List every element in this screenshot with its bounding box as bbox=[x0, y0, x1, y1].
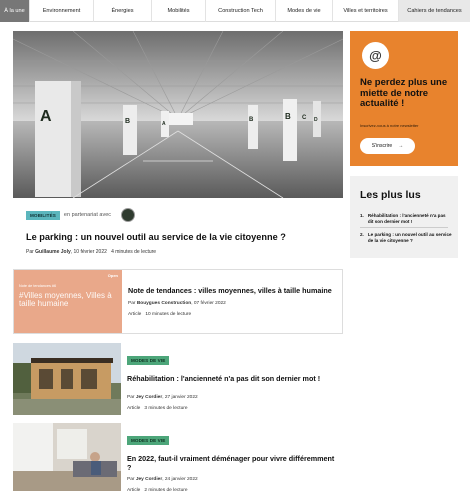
most-read-text[interactable]: Réhabilitation : l'ancienneté n'a pas dit son dernier mot ! bbox=[367, 213, 446, 224]
most-read-text[interactable]: Le parking : un nouvel outil au service de la vie citoyenne ? bbox=[367, 232, 452, 243]
nav-item-environnement[interactable]: Environnement bbox=[30, 0, 94, 22]
publish-date: , 27 janvier 2022 bbox=[162, 395, 198, 400]
article-thumbnail[interactable] bbox=[13, 423, 121, 491]
article-title[interactable]: Note de tendances : villes moyennes, villes à taille humaine bbox=[128, 286, 332, 295]
svg-text:A: A bbox=[40, 108, 52, 125]
most-read-item[interactable] bbox=[360, 213, 452, 225]
article-type: Article bbox=[128, 312, 142, 317]
partner-text: en partenariat avec bbox=[63, 212, 112, 218]
svg-text:B: B bbox=[125, 118, 131, 125]
byline-prefix: Par bbox=[127, 477, 135, 482]
author-name[interactable]: Jey Cordier bbox=[135, 395, 163, 400]
read-time: 4 minutes de lecture bbox=[111, 249, 157, 255]
svg-text:D: D bbox=[314, 117, 318, 123]
svg-text:C: C bbox=[302, 115, 307, 121]
article-type: Article bbox=[127, 406, 141, 411]
svg-text:A: A bbox=[162, 121, 166, 127]
nav-item-modes-de-vie[interactable]: Modes de vie bbox=[276, 0, 333, 22]
brand-logo: Open bbox=[107, 273, 118, 278]
living-room-photo bbox=[13, 423, 121, 491]
thumb-big-text: #Villes moyennes, Villes à taille humaine bbox=[19, 291, 112, 309]
article-title[interactable]: Réhabilitation : l'ancienneté n'a pas dit son dernier mot ! bbox=[127, 374, 321, 383]
article-body bbox=[127, 429, 337, 491]
article-card[interactable] bbox=[13, 269, 343, 334]
category-badge[interactable]: MODES DE VIE bbox=[127, 436, 169, 445]
article-card[interactable] bbox=[13, 423, 343, 491]
parking-photo bbox=[13, 31, 343, 198]
byline-prefix: Par bbox=[128, 301, 136, 306]
article-thumbnail[interactable] bbox=[13, 343, 121, 415]
article-type-line bbox=[127, 406, 337, 411]
hero-title[interactable]: Le parking : un nouvel outil au service de la vie citoyenne ? bbox=[26, 232, 286, 242]
publish-date: , 10 février 2022 bbox=[70, 249, 107, 255]
article-body bbox=[127, 349, 337, 411]
hero-meta bbox=[26, 208, 135, 222]
partner-logo-icon[interactable] bbox=[121, 208, 135, 222]
byline-prefix: Par bbox=[26, 249, 34, 255]
wooden-house-photo bbox=[13, 343, 121, 415]
read-time: 2 minutes de lecture bbox=[144, 488, 188, 491]
article-title[interactable]: En 2022, faut-il vraiment déménager pour vivre différemment ? bbox=[127, 454, 335, 472]
author-name[interactable]: Guillaume Joly bbox=[35, 249, 71, 255]
svg-text:B: B bbox=[285, 112, 291, 121]
article-body bbox=[128, 286, 338, 317]
nav-item-cahiers-de-tendances[interactable]: Cahiers de tendances bbox=[399, 0, 470, 22]
most-read-item[interactable] bbox=[360, 232, 452, 244]
promo-title: Ne perdez plus une miette de notre actualité ! bbox=[360, 77, 448, 110]
article-card[interactable] bbox=[13, 343, 343, 415]
publish-date: , 07 février 2022 bbox=[191, 301, 226, 306]
most-read-number: 1. bbox=[360, 213, 364, 218]
hero-byline bbox=[26, 249, 156, 255]
article-type-line bbox=[128, 312, 338, 317]
category-badge[interactable]: MODES DE VIE bbox=[127, 356, 169, 365]
most-read-title: Les plus lus bbox=[360, 189, 421, 201]
article-thumbnail[interactable] bbox=[14, 270, 122, 333]
author-name[interactable]: Jey Cordier bbox=[135, 477, 163, 482]
article-type: Article bbox=[127, 488, 141, 491]
most-read-number: 2. bbox=[360, 232, 364, 237]
promo-subtitle: Inscrivez-vous à notre newsletter bbox=[360, 123, 419, 128]
newsletter-icon: @ bbox=[362, 42, 389, 69]
article-byline bbox=[127, 395, 337, 400]
nav-item-energies[interactable]: Énergies bbox=[94, 0, 152, 22]
nav-item-construction-tech[interactable]: Construction Tech bbox=[206, 0, 276, 22]
arrow-right-icon: → bbox=[398, 143, 404, 149]
nav-item-mobilites[interactable]: Mobilités bbox=[152, 0, 206, 22]
read-time: 10 minutes de lecture bbox=[145, 312, 192, 317]
read-time: 3 minutes de lecture bbox=[144, 406, 188, 411]
hero-image[interactable] bbox=[13, 31, 343, 198]
nav-item-a-la-une[interactable]: À la une bbox=[0, 0, 30, 22]
category-badge[interactable]: MOBILITÉS bbox=[26, 211, 60, 220]
nav-item-villes-et-territoires[interactable]: Villes et territoires bbox=[333, 0, 399, 22]
publish-date: , 24 janvier 2022 bbox=[162, 477, 198, 482]
svg-text:B: B bbox=[249, 117, 254, 123]
article-byline bbox=[128, 301, 338, 306]
subscribe-button[interactable] bbox=[360, 138, 415, 154]
byline-prefix: Par bbox=[127, 395, 135, 400]
divider bbox=[360, 227, 448, 228]
subscribe-button-label: S'inscrire bbox=[371, 143, 393, 149]
newsletter-promo bbox=[350, 31, 458, 166]
most-read-panel bbox=[350, 176, 458, 258]
article-byline bbox=[127, 477, 337, 482]
author-name[interactable]: Bouygues Construction bbox=[136, 301, 192, 306]
thumb-small-text: Note de tendances #6 bbox=[19, 284, 57, 288]
top-nav bbox=[0, 0, 470, 22]
